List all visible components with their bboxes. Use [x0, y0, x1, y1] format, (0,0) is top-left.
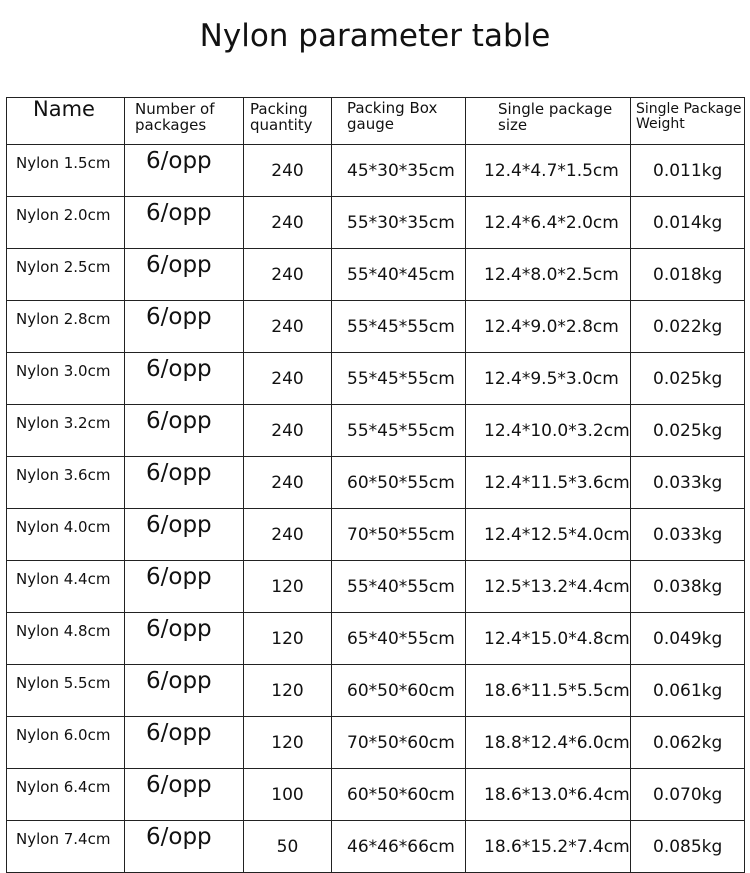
cell-packages: 6/opp: [125, 717, 244, 769]
cell-box-gauge: 55*45*55cm: [332, 353, 466, 405]
cell-package-size: 12.4*10.0*3.2cm: [466, 405, 631, 457]
cell-packages: 6/opp: [125, 769, 244, 821]
cell-quantity: 240: [244, 353, 332, 405]
cell-name: Nylon 2.5cm: [7, 249, 125, 301]
cell-box-gauge: 60*50*60cm: [332, 769, 466, 821]
parameter-table: [6, 97, 745, 873]
cell-quantity: 240: [244, 197, 332, 249]
cell-box-gauge: 46*46*66cm: [332, 821, 466, 873]
cell-package-weight: 0.061kg: [631, 665, 745, 717]
cell-quantity: 120: [244, 561, 332, 613]
cell-box-gauge: 65*40*55cm: [332, 613, 466, 665]
cell-package-weight: 0.011kg: [631, 145, 745, 197]
cell-package-size: 12.4*6.4*2.0cm: [466, 197, 631, 249]
cell-packages: 6/opp: [125, 353, 244, 405]
table-row: [7, 769, 745, 821]
cell-package-weight: 0.033kg: [631, 509, 745, 561]
cell-box-gauge: 60*50*60cm: [332, 665, 466, 717]
cell-name: Nylon 2.0cm: [7, 197, 125, 249]
cell-packages: 6/opp: [125, 561, 244, 613]
cell-quantity: 240: [244, 509, 332, 561]
cell-box-gauge: 55*30*35cm: [332, 197, 466, 249]
cell-package-weight: 0.062kg: [631, 717, 745, 769]
cell-packages: 6/opp: [125, 509, 244, 561]
cell-quantity: 120: [244, 665, 332, 717]
cell-packages: 6/opp: [125, 405, 244, 457]
cell-packages: 6/opp: [125, 613, 244, 665]
cell-package-size: 18.6*13.0*6.4cm: [466, 769, 631, 821]
cell-quantity: 240: [244, 457, 332, 509]
cell-name: Nylon 3.0cm: [7, 353, 125, 405]
cell-package-size: 12.4*9.0*2.8cm: [466, 301, 631, 353]
cell-packages: 6/opp: [125, 145, 244, 197]
table-row: [7, 301, 745, 353]
cell-package-weight: 0.049kg: [631, 613, 745, 665]
cell-box-gauge: 55*40*45cm: [332, 249, 466, 301]
cell-quantity: 120: [244, 613, 332, 665]
cell-package-weight: 0.025kg: [631, 405, 745, 457]
cell-box-gauge: 55*45*55cm: [332, 405, 466, 457]
cell-name: Nylon 7.4cm: [7, 821, 125, 873]
cell-package-size: 18.8*12.4*6.0cm: [466, 717, 631, 769]
cell-name: Nylon 6.0cm: [7, 717, 125, 769]
cell-box-gauge: 60*50*55cm: [332, 457, 466, 509]
cell-package-size: 18.6*15.2*7.4cm: [466, 821, 631, 873]
cell-packages: 6/opp: [125, 301, 244, 353]
cell-box-gauge: 45*30*35cm: [332, 145, 466, 197]
cell-package-weight: 0.033kg: [631, 457, 745, 509]
table-row: [7, 197, 745, 249]
table-row: [7, 405, 745, 457]
cell-quantity: 240: [244, 405, 332, 457]
table-row: [7, 613, 745, 665]
cell-name: Nylon 4.4cm: [7, 561, 125, 613]
cell-package-size: 12.4*12.5*4.0cm: [466, 509, 631, 561]
page-title: Nylon parameter table: [199, 18, 551, 54]
cell-package-size: 12.5*13.2*4.4cm: [466, 561, 631, 613]
cell-packages: 6/opp: [125, 457, 244, 509]
cell-package-weight: 0.014kg: [631, 197, 745, 249]
cell-name: Nylon 6.4cm: [7, 769, 125, 821]
header-box-gauge: Packing Box gauge: [332, 98, 466, 145]
cell-package-weight: 0.022kg: [631, 301, 745, 353]
cell-package-size: 12.4*8.0*2.5cm: [466, 249, 631, 301]
cell-quantity: 120: [244, 717, 332, 769]
cell-packages: 6/opp: [125, 249, 244, 301]
table-row: [7, 821, 745, 873]
cell-box-gauge: 70*50*60cm: [332, 717, 466, 769]
cell-package-size: 12.4*4.7*1.5cm: [466, 145, 631, 197]
table-row: [7, 249, 745, 301]
header-package-size: Single package size: [466, 98, 631, 145]
cell-name: Nylon 1.5cm: [7, 145, 125, 197]
table-row: [7, 509, 745, 561]
table-row: [7, 665, 745, 717]
header-quantity: Packing quantity: [244, 98, 332, 145]
cell-package-size: 18.6*11.5*5.5cm: [466, 665, 631, 717]
cell-quantity: 50: [244, 821, 332, 873]
cell-name: Nylon 3.6cm: [7, 457, 125, 509]
header-row: [7, 98, 745, 145]
cell-box-gauge: 70*50*55cm: [332, 509, 466, 561]
table-row: [7, 717, 745, 769]
cell-package-weight: 0.038kg: [631, 561, 745, 613]
cell-package-weight: 0.018kg: [631, 249, 745, 301]
cell-packages: 6/opp: [125, 821, 244, 873]
cell-name: Nylon 4.8cm: [7, 613, 125, 665]
cell-quantity: 100: [244, 769, 332, 821]
cell-package-size: 12.4*15.0*4.8cm: [466, 613, 631, 665]
cell-packages: 6/opp: [125, 197, 244, 249]
cell-box-gauge: 55*40*55cm: [332, 561, 466, 613]
header-package-weight: Single Package Weight: [631, 98, 745, 145]
table-row: [7, 561, 745, 613]
cell-package-weight: 0.025kg: [631, 353, 745, 405]
header-packages: Number of packages: [125, 98, 244, 145]
cell-name: Nylon 5.5cm: [7, 665, 125, 717]
table-row: [7, 145, 745, 197]
cell-package-size: 12.4*9.5*3.0cm: [466, 353, 631, 405]
cell-quantity: 240: [244, 301, 332, 353]
cell-name: Nylon 4.0cm: [7, 509, 125, 561]
cell-box-gauge: 55*45*55cm: [332, 301, 466, 353]
table-row: [7, 457, 745, 509]
cell-name: Nylon 3.2cm: [7, 405, 125, 457]
table-row: [7, 353, 745, 405]
cell-name: Nylon 2.8cm: [7, 301, 125, 353]
cell-package-weight: 0.085kg: [631, 821, 745, 873]
cell-quantity: 240: [244, 145, 332, 197]
cell-package-size: 12.4*11.5*3.6cm: [466, 457, 631, 509]
header-name: Name: [7, 98, 125, 145]
cell-quantity: 240: [244, 249, 332, 301]
cell-package-weight: 0.070kg: [631, 769, 745, 821]
cell-packages: 6/opp: [125, 665, 244, 717]
